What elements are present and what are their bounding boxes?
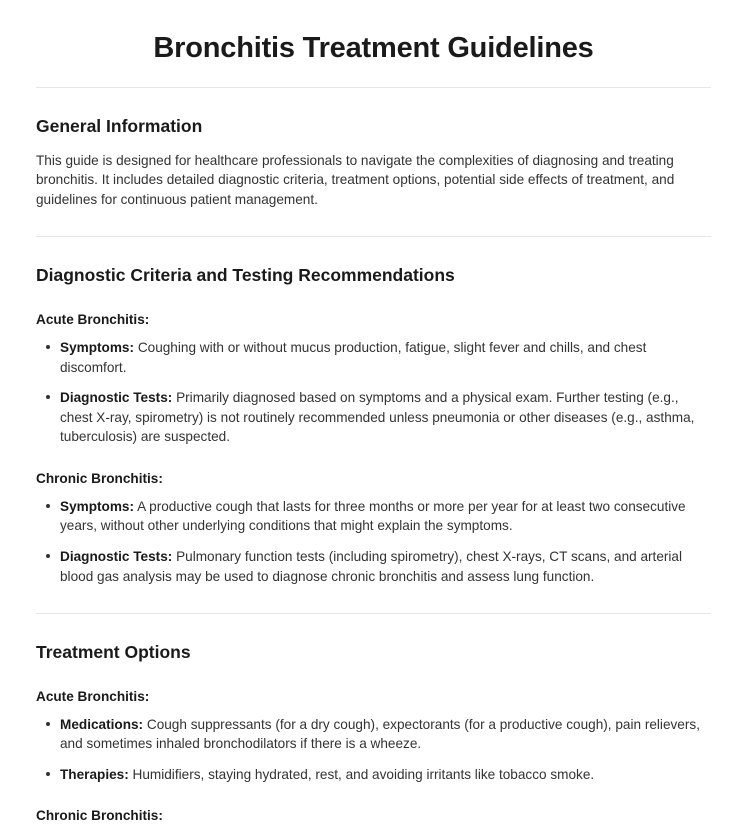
general-information-paragraph: This guide is designed for healthcare professionals to navigate the complexities of diagnosing and treating bronchitis. It includes detailed diagnostic criteria, treatment options, potential side effects of treatment, and guidelines for continuous patient management. [36, 152, 675, 207]
list-item-text: Pulmonary function tests (including spirometry), chest X-rays, CT scans, and arterial blood gas analysis may be used to diagnose chronic bronchitis and assess lung function. [60, 548, 683, 584]
list-item-label: Diagnostic Tests: [60, 390, 173, 406]
list-item-label: Symptoms: [60, 498, 135, 514]
spacer [34, 209, 713, 236]
chronic-bronchitis-diagnostic-list [34, 497, 713, 586]
acute-bronchitis-diagnostic-list [34, 338, 713, 447]
list-item-text: Coughing with or without mucus production, fatigue, slight fever and chills, and chest discomfort. [60, 339, 647, 375]
subheading-acute-bronchitis-treatment: Acute Bronchitis: [36, 688, 150, 704]
list-item-text: Cough suppressants (for a dry cough), expectorants (for a productive cough), pain relievers, and sometimes inhaled bronchodilators if there is a wheeze. [60, 716, 700, 752]
section-heading-treatment-options: Treatment Options [36, 642, 191, 663]
page-title: Bronchitis Treatment Guidelines [153, 32, 594, 64]
spacer [34, 586, 713, 613]
list-item [60, 388, 713, 447]
list-item-text: Primarily diagnosed based on symptoms and a physical exam. Further testing (e.g., chest X-ray, spirometry) is not routinely recommended unless pneumonia or other diseases (e.g., asthma, tuberculosis) are suspected. [60, 390, 695, 445]
subheading-acute-bronchitis-diagnostic: Acute Bronchitis: [36, 311, 150, 327]
list-item [60, 497, 713, 536]
list-item-label: Symptoms: [60, 339, 135, 355]
list-item [60, 338, 713, 377]
list-item [60, 715, 713, 754]
subheading-chronic-bronchitis-treatment: Chronic Bronchitis: [36, 808, 163, 824]
section-heading-general-information: General Information [36, 116, 203, 137]
section-heading-diagnostic-criteria: Diagnostic Criteria and Testing Recommendations [36, 265, 455, 286]
list-item-label: Medications: [60, 716, 144, 732]
section-diagnostic-criteria [34, 237, 713, 586]
list-item [60, 765, 713, 785]
list-item [60, 547, 713, 586]
list-item-label: Therapies: [60, 766, 129, 782]
subheading-chronic-bronchitis-diagnostic: Chronic Bronchitis: [36, 470, 163, 486]
section-general-information [34, 88, 713, 209]
list-item-text: A productive cough that lasts for three months or more per year for at least two consecutive years, without other underlying conditions that might explain the symptoms. [60, 498, 686, 534]
list-item-label: Diagnostic Tests: [60, 548, 173, 564]
section-treatment-options [34, 614, 713, 825]
acute-bronchitis-treatment-list [34, 715, 713, 785]
list-item-text: Humidifiers, staying hydrated, rest, and avoiding irritants like tobacco smoke. [132, 766, 595, 782]
